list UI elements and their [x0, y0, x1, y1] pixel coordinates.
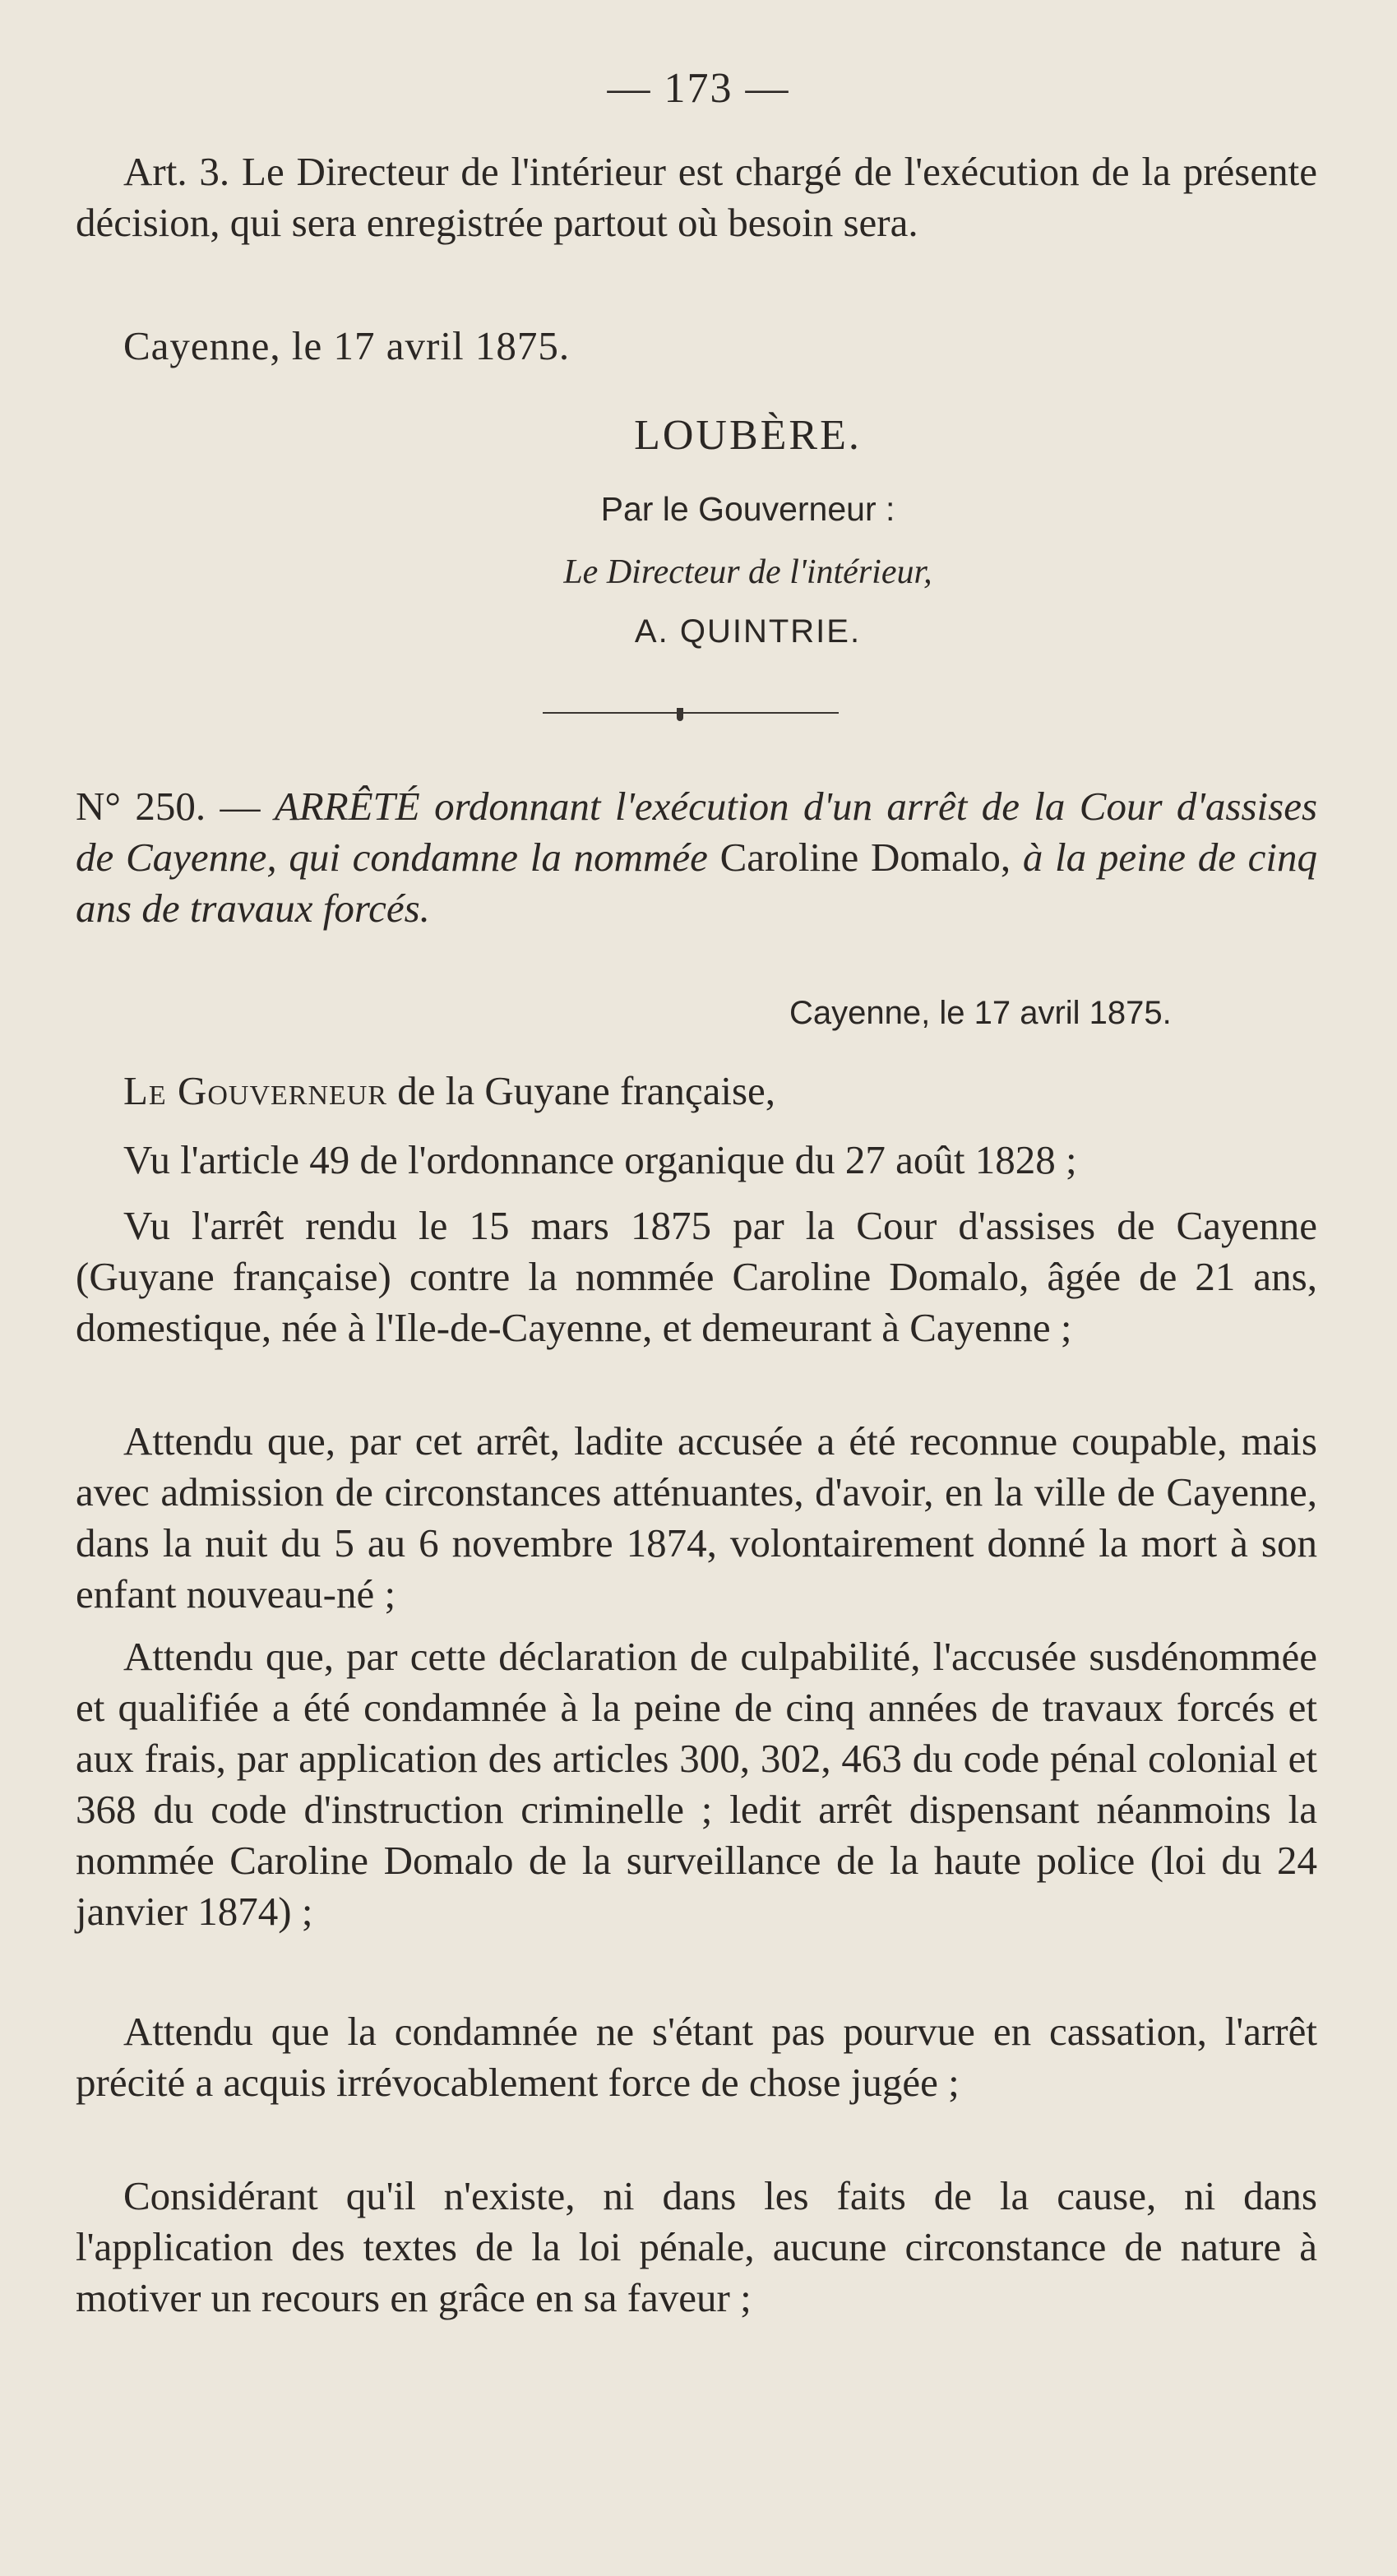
authority-rest: de la Guyane française, [397, 1068, 776, 1113]
authority-small-caps: Le Gouverneur [123, 1068, 387, 1113]
decree-convict-name: Caroline Domalo, [719, 835, 1011, 880]
article-3-text: Art. 3. Le Directeur de l'intérieur est chargé de l'exécution de la présente décision, qui sera enregistrée partout où besoin sera. [76, 149, 1317, 245]
paragraph-vu-article: Vu l'article 49 de l'ordonnance organique du 27 août 1828 ; [123, 1137, 1077, 1182]
divider-ornament [677, 708, 683, 721]
section-divider [543, 712, 839, 714]
preamble-authority [76, 1066, 1317, 1117]
paragraph-vu-arret: Vu l'arrêt rendu le 15 mars 1875 par la Cour d'assises de Cayenne (Guyane française) contre la nommée Caroline Domalo, âgée de 21 ans, domestique, née à l'Ile-de-Cayenne, et demeurant à Cayenne ; [76, 1203, 1317, 1350]
paragraph-attendu-3: Attendu que la condamnée ne s'étant pas pourvue en cassation, l'arrêt précité a acquis irrévocablement force de chose jugée ; [76, 2009, 1317, 2105]
decree-title [76, 781, 1317, 934]
page-number: — 173 — [607, 65, 790, 112]
paragraph-considerant: Considérant qu'il n'existe, ni dans les faits de la cause, ni dans l'application des textes de la loi pénale, aucune circonstance de nature à motiver un recours en grâce en sa faveur ; [76, 2173, 1317, 2320]
decree-date: Cayenne, le 17 avril 1875. [789, 995, 1172, 1031]
signature-name: LOUBÈRE. [634, 412, 862, 459]
signature-role: Le Directeur de l'intérieur, [563, 553, 932, 591]
signatory-name: A. QUINTRIE. [634, 613, 862, 650]
decree-title-part-2: à la peine de cinq ans de travaux forcés. [76, 835, 1318, 931]
paragraph-attendu-2: Attendu que, par cette déclaration de culpabilité, l'accusée susdénommée et qualifiée a été condamnée à la peine de cinq années de travaux forcés et aux frais, par application des articles 300, 302, 463 du code pénal colonial et 368 du code d'instruction criminelle ; ledit arrêt dispensant néanmoins la nommée Caroline Domalo de la surveillance de la haute police (loi du 24 janvier 1874) ; [76, 1634, 1317, 1934]
signature-by: Par le Gouverneur : [600, 490, 895, 528]
paragraph-attendu-1: Attendu que, par cet arrêt, ladite accusée a été reconnue coupable, mais avec admission de circonstances atténuantes, d'avoir, en la ville de Cayenne, dans la nuit du 5 au 6 novembre 1874, volontairement donné la mort à son enfant nouveau-né ; [76, 1418, 1317, 1616]
decree-number: N° 250. — [76, 784, 261, 829]
place-date: Cayenne, le 17 avril 1875. [123, 323, 571, 368]
decree-title-part-1: ARRÊTÉ ordonnant l'exécution d'un arrêt de la Cour d'assises de Cayenne, qui condamne la nommée [76, 784, 1318, 880]
